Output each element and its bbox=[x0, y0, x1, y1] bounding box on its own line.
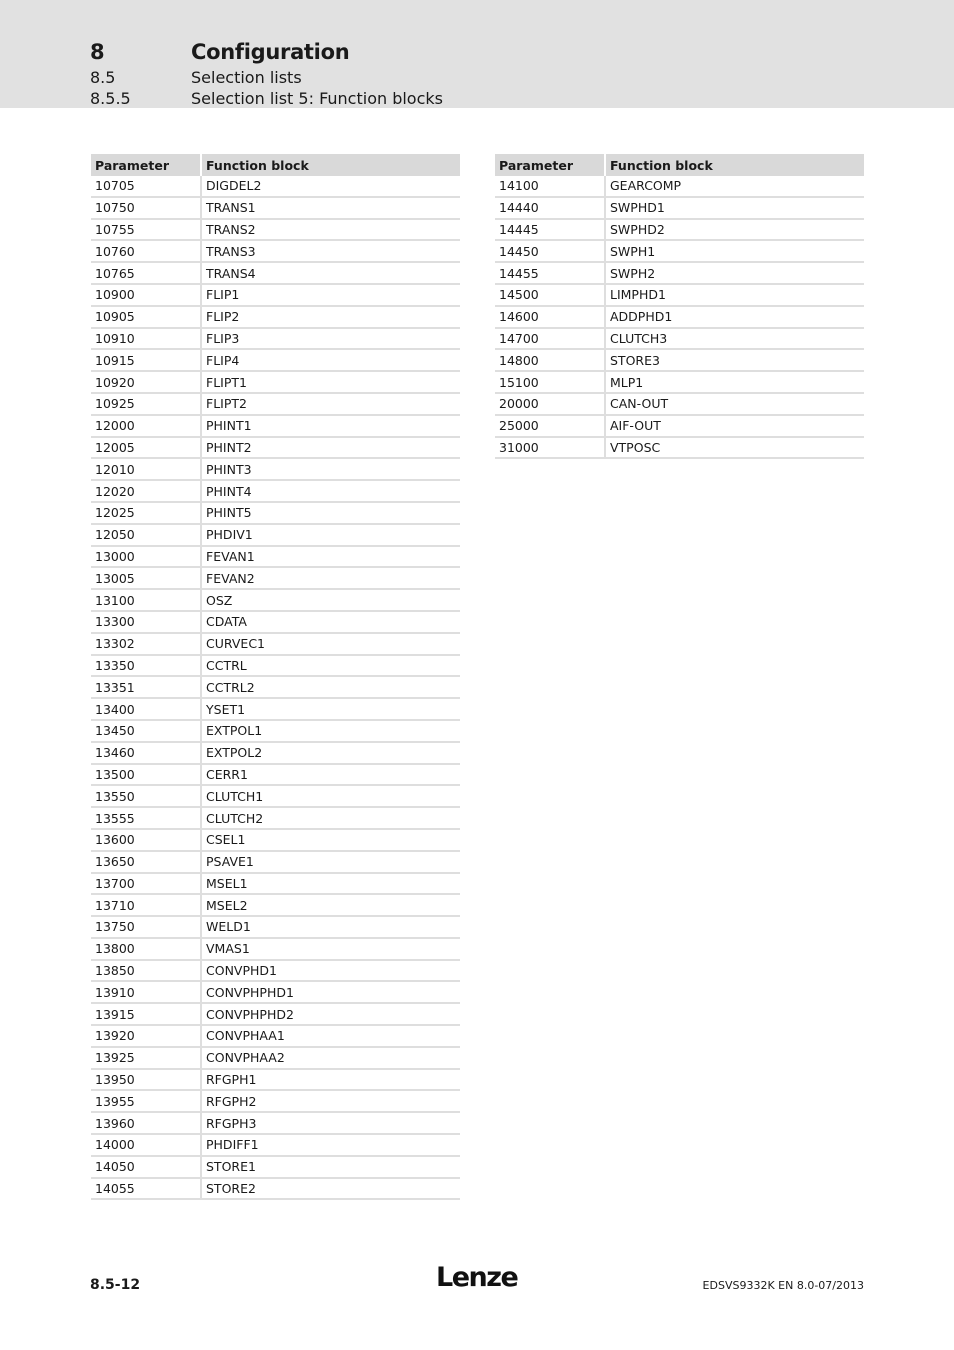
function-block-cell: FLIPT2 bbox=[201, 393, 460, 415]
parameter-cell: 14440 bbox=[495, 197, 605, 219]
function-block-cell: CERR1 bbox=[201, 764, 460, 786]
parameter-cell: 13005 bbox=[91, 567, 201, 589]
table-row bbox=[91, 546, 460, 568]
function-block-cell: CSEL1 bbox=[201, 829, 460, 851]
column-header-function-block: Function block bbox=[605, 154, 864, 176]
function-block-cell: CCTRL bbox=[201, 655, 460, 677]
parameter-cell: 14600 bbox=[495, 306, 605, 328]
parameter-cell: 14700 bbox=[495, 328, 605, 350]
function-block-cell: EXTPOL2 bbox=[201, 742, 460, 764]
table-row bbox=[91, 524, 460, 546]
parameter-cell: 13500 bbox=[91, 764, 201, 786]
table-row bbox=[91, 676, 460, 698]
function-block-cell: PHINT1 bbox=[201, 415, 460, 437]
function-block-cell: WELD1 bbox=[201, 916, 460, 938]
table-row bbox=[495, 393, 864, 415]
table-row bbox=[91, 1047, 460, 1069]
table-row bbox=[91, 567, 460, 589]
function-block-cell: FLIP4 bbox=[201, 349, 460, 371]
table-row bbox=[91, 480, 460, 502]
table-row bbox=[91, 916, 460, 938]
function-block-cell: EXTPOL1 bbox=[201, 720, 460, 742]
table-row bbox=[91, 1178, 460, 1200]
function-block-cell: GEARCOMP bbox=[605, 176, 864, 197]
table-row bbox=[495, 415, 864, 437]
column-header-parameter: Parameter bbox=[91, 154, 201, 176]
table-row bbox=[91, 981, 460, 1003]
table-row bbox=[495, 240, 864, 262]
function-block-cell: MSEL2 bbox=[201, 894, 460, 916]
table-row bbox=[91, 262, 460, 284]
function-block-cell: SWPH1 bbox=[605, 240, 864, 262]
function-block-cell: PHDIFF1 bbox=[201, 1134, 460, 1156]
table-row bbox=[495, 349, 864, 371]
parameter-cell: 13915 bbox=[91, 1003, 201, 1025]
function-block-cell: FLIPT1 bbox=[201, 371, 460, 393]
function-block-cell: PHINT4 bbox=[201, 480, 460, 502]
parameter-cell: 13302 bbox=[91, 633, 201, 655]
function-block-cell: CONVPHPHD1 bbox=[201, 981, 460, 1003]
parameter-cell: 14450 bbox=[495, 240, 605, 262]
subsection-title: Selection list 5: Function blocks bbox=[191, 89, 443, 108]
table-row bbox=[91, 851, 460, 873]
table-row bbox=[91, 502, 460, 524]
parameter-cell: 13700 bbox=[91, 873, 201, 895]
table-row bbox=[495, 328, 864, 350]
parameter-cell: 14050 bbox=[91, 1156, 201, 1178]
table-row bbox=[91, 219, 460, 241]
table-row bbox=[91, 437, 460, 459]
table-row bbox=[91, 1090, 460, 1112]
function-block-cell: VMAS1 bbox=[201, 938, 460, 960]
function-block-cell: ADDPHD1 bbox=[605, 306, 864, 328]
parameter-cell: 12050 bbox=[91, 524, 201, 546]
parameter-cell: 12010 bbox=[91, 458, 201, 480]
table-row bbox=[91, 829, 460, 851]
table-row bbox=[91, 328, 460, 350]
parameter-cell: 14500 bbox=[495, 284, 605, 306]
function-block-cell: FEVAN2 bbox=[201, 567, 460, 589]
function-block-cell: STORE3 bbox=[605, 349, 864, 371]
table-row bbox=[91, 1112, 460, 1134]
section-number: 8.5 bbox=[90, 68, 116, 87]
parameter-cell: 10900 bbox=[91, 284, 201, 306]
function-block-cell: STORE1 bbox=[201, 1156, 460, 1178]
table-row bbox=[91, 938, 460, 960]
table-row bbox=[91, 306, 460, 328]
parameter-cell: 13710 bbox=[91, 894, 201, 916]
function-block-cell: SWPHD2 bbox=[605, 219, 864, 241]
parameter-cell: 13351 bbox=[91, 676, 201, 698]
parameter-cell: 13000 bbox=[91, 546, 201, 568]
chapter-number: 8 bbox=[90, 40, 105, 64]
parameter-cell: 10920 bbox=[91, 371, 201, 393]
function-block-cell: CURVEC1 bbox=[201, 633, 460, 655]
parameter-cell: 13555 bbox=[91, 807, 201, 829]
chapter-title: Configuration bbox=[191, 40, 350, 64]
table-row bbox=[91, 371, 460, 393]
table-row bbox=[91, 458, 460, 480]
function-block-cell: STORE2 bbox=[201, 1178, 460, 1200]
function-block-cell: TRANS3 bbox=[201, 240, 460, 262]
function-block-cell: PHINT3 bbox=[201, 458, 460, 480]
function-block-cell: FLIP1 bbox=[201, 284, 460, 306]
parameter-cell: 14000 bbox=[91, 1134, 201, 1156]
table-row bbox=[91, 589, 460, 611]
table-row bbox=[495, 262, 864, 284]
table-row bbox=[91, 960, 460, 982]
parameter-cell: 13910 bbox=[91, 981, 201, 1003]
function-block-cell: CONVPHD1 bbox=[201, 960, 460, 982]
function-block-cell: CLUTCH1 bbox=[201, 785, 460, 807]
function-block-cell: YSET1 bbox=[201, 698, 460, 720]
table-row bbox=[91, 894, 460, 916]
function-block-cell: AIF-OUT bbox=[605, 415, 864, 437]
function-block-cell: CONVPHAA2 bbox=[201, 1047, 460, 1069]
table-row bbox=[91, 764, 460, 786]
table-row bbox=[495, 371, 864, 393]
parameter-cell: 13400 bbox=[91, 698, 201, 720]
table-row bbox=[91, 785, 460, 807]
parameter-cell: 12000 bbox=[91, 415, 201, 437]
parameter-cell: 13750 bbox=[91, 916, 201, 938]
function-block-cell: PHDIV1 bbox=[201, 524, 460, 546]
function-block-cell: CLUTCH3 bbox=[605, 328, 864, 350]
parameter-cell: 14445 bbox=[495, 219, 605, 241]
function-block-cell: CONVPHPHD2 bbox=[201, 1003, 460, 1025]
function-block-cell: CLUTCH2 bbox=[201, 807, 460, 829]
table-row bbox=[91, 873, 460, 895]
parameter-cell: 10765 bbox=[91, 262, 201, 284]
parameter-cell: 13350 bbox=[91, 655, 201, 677]
parameter-cell: 13850 bbox=[91, 960, 201, 982]
function-block-cell: TRANS4 bbox=[201, 262, 460, 284]
document-id: EDSVS9332K EN 8.0-07/2013 bbox=[702, 1279, 864, 1292]
function-block-cell: LIMPHD1 bbox=[605, 284, 864, 306]
function-block-cell: CCTRL2 bbox=[201, 676, 460, 698]
function-block-cell: RFGPH3 bbox=[201, 1112, 460, 1134]
parameter-cell: 12005 bbox=[91, 437, 201, 459]
parameter-cell: 13920 bbox=[91, 1025, 201, 1047]
function-block-cell: DIGDEL2 bbox=[201, 176, 460, 197]
parameter-cell: 13955 bbox=[91, 1090, 201, 1112]
table-row bbox=[495, 197, 864, 219]
table-row bbox=[91, 1156, 460, 1178]
subsection-number: 8.5.5 bbox=[90, 89, 131, 108]
table-row bbox=[495, 284, 864, 306]
table-row bbox=[91, 393, 460, 415]
column-header-parameter: Parameter bbox=[495, 154, 605, 176]
table-row bbox=[495, 219, 864, 241]
table-row bbox=[91, 611, 460, 633]
function-block-cell: SWPHD1 bbox=[605, 197, 864, 219]
function-block-cell: MSEL1 bbox=[201, 873, 460, 895]
table-row bbox=[91, 197, 460, 219]
parameter-cell: 25000 bbox=[495, 415, 605, 437]
parameter-cell: 13600 bbox=[91, 829, 201, 851]
table-row bbox=[91, 720, 460, 742]
table-row bbox=[495, 176, 864, 197]
table-row bbox=[91, 698, 460, 720]
parameter-cell: 12025 bbox=[91, 502, 201, 524]
table-row bbox=[91, 415, 460, 437]
function-block-cell: RFGPH1 bbox=[201, 1069, 460, 1091]
table-row bbox=[91, 742, 460, 764]
table-row bbox=[91, 633, 460, 655]
parameter-cell: 10750 bbox=[91, 197, 201, 219]
table-row bbox=[91, 176, 460, 197]
parameter-cell: 15100 bbox=[495, 371, 605, 393]
function-block-cell: PSAVE1 bbox=[201, 851, 460, 873]
parameter-cell: 14100 bbox=[495, 176, 605, 197]
parameter-cell: 10925 bbox=[91, 393, 201, 415]
table-row bbox=[91, 284, 460, 306]
parameter-cell: 20000 bbox=[495, 393, 605, 415]
parameter-cell: 10910 bbox=[91, 328, 201, 350]
function-block-cell: PHINT5 bbox=[201, 502, 460, 524]
parameter-cell: 10915 bbox=[91, 349, 201, 371]
parameter-cell: 14800 bbox=[495, 349, 605, 371]
function-block-cell: PHINT2 bbox=[201, 437, 460, 459]
function-block-cell: TRANS1 bbox=[201, 197, 460, 219]
table-row bbox=[91, 240, 460, 262]
function-block-cell: CDATA bbox=[201, 611, 460, 633]
function-block-table-right bbox=[495, 154, 864, 459]
parameter-cell: 13960 bbox=[91, 1112, 201, 1134]
parameter-cell: 13650 bbox=[91, 851, 201, 873]
parameter-cell: 13950 bbox=[91, 1069, 201, 1091]
function-block-cell: OSZ bbox=[201, 589, 460, 611]
parameter-cell: 13800 bbox=[91, 938, 201, 960]
parameter-cell: 13450 bbox=[91, 720, 201, 742]
function-block-cell: CONVPHAA1 bbox=[201, 1025, 460, 1047]
table-row bbox=[91, 1025, 460, 1047]
function-block-table-left bbox=[91, 154, 460, 1200]
function-block-cell: RFGPH2 bbox=[201, 1090, 460, 1112]
function-block-cell: SWPH2 bbox=[605, 262, 864, 284]
table-header-row bbox=[91, 154, 460, 176]
parameter-cell: 31000 bbox=[495, 437, 605, 459]
parameter-cell: 10760 bbox=[91, 240, 201, 262]
parameter-cell: 10905 bbox=[91, 306, 201, 328]
parameter-cell: 14455 bbox=[495, 262, 605, 284]
column-header-function-block: Function block bbox=[201, 154, 460, 176]
section-title: Selection lists bbox=[191, 68, 302, 87]
table-row bbox=[495, 437, 864, 459]
function-block-cell: FLIP2 bbox=[201, 306, 460, 328]
function-block-cell: VTPOSC bbox=[605, 437, 864, 459]
table-row bbox=[91, 655, 460, 677]
parameter-cell: 10755 bbox=[91, 219, 201, 241]
parameter-cell: 12020 bbox=[91, 480, 201, 502]
page-number: 8.5-12 bbox=[90, 1277, 141, 1293]
function-block-cell: FLIP3 bbox=[201, 328, 460, 350]
parameter-cell: 13460 bbox=[91, 742, 201, 764]
table-row bbox=[91, 807, 460, 829]
lenze-logo: Lenze bbox=[436, 1262, 518, 1293]
table-row bbox=[91, 1003, 460, 1025]
table-header-row bbox=[495, 154, 864, 176]
parameter-cell: 14055 bbox=[91, 1178, 201, 1200]
function-block-cell: FEVAN1 bbox=[201, 546, 460, 568]
page-header bbox=[0, 0, 954, 108]
table-row bbox=[495, 306, 864, 328]
parameter-cell: 10705 bbox=[91, 176, 201, 197]
table-row bbox=[91, 349, 460, 371]
function-block-cell: TRANS2 bbox=[201, 219, 460, 241]
parameter-cell: 13300 bbox=[91, 611, 201, 633]
function-block-cell: MLP1 bbox=[605, 371, 864, 393]
function-block-cell: CAN-OUT bbox=[605, 393, 864, 415]
table-row bbox=[91, 1069, 460, 1091]
parameter-cell: 13100 bbox=[91, 589, 201, 611]
table-row bbox=[91, 1134, 460, 1156]
parameter-cell: 13550 bbox=[91, 785, 201, 807]
parameter-cell: 13925 bbox=[91, 1047, 201, 1069]
